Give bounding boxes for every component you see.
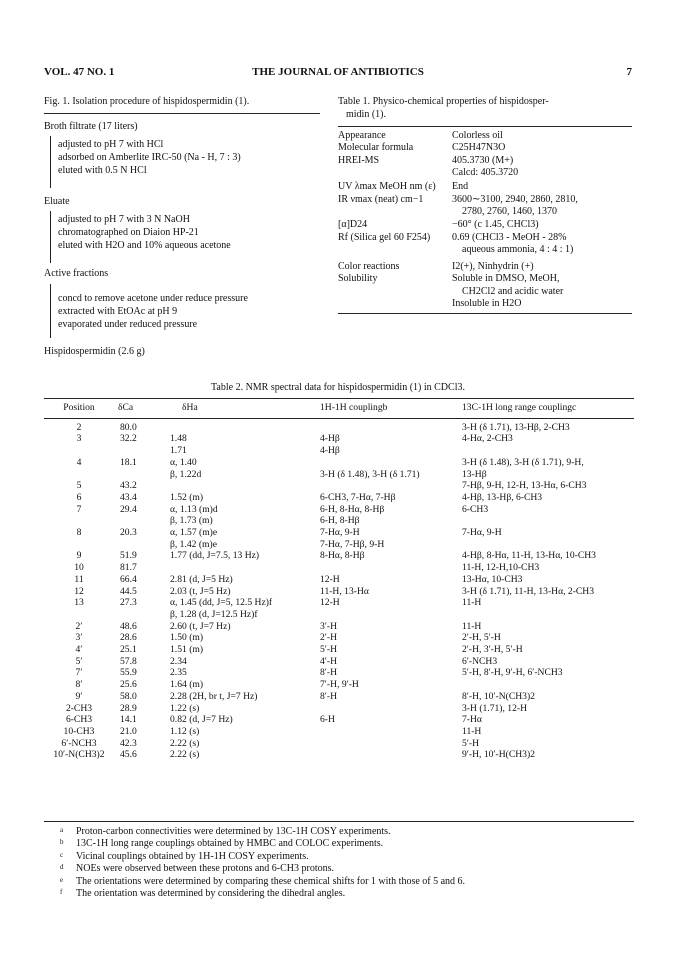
- cell-ch: 13-Hα, 10-CH3: [462, 573, 523, 585]
- cell-hh: 4-Hβ: [320, 433, 340, 445]
- footnote-text: The orientations were determined by comparing these chemical shifts for 1 with those of 5 and 6.: [76, 875, 466, 887]
- flow-step: adjusted to pH 7 with HCl: [58, 139, 164, 150]
- cell-position: [44, 539, 114, 551]
- cell-ch: 11-H: [462, 597, 482, 609]
- footnote-mark: e: [60, 875, 64, 884]
- cell-dc: 25.1: [120, 644, 137, 656]
- cell-hh: [290, 738, 450, 750]
- cell-position: 12: [74, 585, 84, 597]
- cell-ch: 3-H (δ 1.71), 13-Hβ, 2-CH3: [462, 421, 570, 433]
- cell-hh: 7′-H, 9′-H: [320, 679, 359, 691]
- cell-hh: 6-CH3, 7-Hα, 7-Hβ: [320, 491, 396, 503]
- cell-ch: 9′-H, 10′-H(CH3)2: [462, 749, 535, 761]
- cell-dc: 29.4: [120, 503, 137, 515]
- table2-row: [44, 586, 634, 598]
- cell-position: 6: [76, 491, 82, 503]
- cell-dc: 14.1: [120, 714, 137, 726]
- flow-bar: [50, 211, 51, 263]
- cell-dc: 51.9: [120, 550, 137, 562]
- cell-ch: [450, 445, 634, 457]
- table2-row: [44, 691, 634, 703]
- cell-hh: 12-H: [320, 597, 340, 609]
- cell-dc: 32.2: [120, 433, 137, 445]
- table2-top-rule: [44, 398, 634, 399]
- cell-dh: β, 1.28 (d, J=12.5 Hz)f: [170, 608, 258, 620]
- page-number: 7: [626, 66, 632, 78]
- cell-ch: 2′-H, 5′-H: [462, 632, 501, 644]
- table2-row: [44, 703, 634, 715]
- cell-position: [44, 469, 114, 481]
- footnote: [60, 888, 630, 900]
- cell-position: 4′: [75, 644, 83, 656]
- flow-step: adsorbed on Amberlite IRC-50 (Na - H, 7 : 3): [58, 152, 241, 163]
- col-header-hh: 1H-1H couplingb: [320, 402, 388, 413]
- cell-position: 8: [76, 527, 82, 539]
- cell-ch: 4-Hα, 2-CH3: [462, 433, 513, 445]
- table2-row: [44, 433, 634, 445]
- cell-ch: [450, 609, 634, 621]
- cell-dc: 58.0: [120, 690, 137, 702]
- flow-step: chromatographed on Diaion HP-21: [58, 227, 199, 238]
- flow-step: concd to remove acetone under reduce pressure: [58, 293, 248, 304]
- cell-dc: [114, 609, 162, 621]
- cell-dh: [162, 562, 290, 574]
- flow-step: evaporated under reduced pressure: [58, 319, 198, 330]
- table2-row: [44, 632, 634, 644]
- cell-dh: 1.12 (s): [170, 725, 200, 737]
- table2-row: [44, 597, 634, 609]
- cell-position: 11: [74, 573, 84, 585]
- cell-dc: 21.0: [120, 725, 137, 737]
- table2-row: [44, 738, 634, 750]
- footnote-mark: c: [60, 850, 64, 859]
- cell-ch: [450, 539, 634, 551]
- cell-position: [44, 515, 114, 527]
- cell-dh: β, 1.42 (m)e: [170, 538, 217, 550]
- cell-dc: 28.6: [120, 632, 137, 644]
- table2-row: [44, 539, 634, 551]
- cell-dh: α, 1.40: [170, 456, 197, 468]
- cell-position: 2′: [75, 620, 83, 632]
- flow-step: eluted with H2O and 10% aqueous acetone: [58, 240, 231, 251]
- flow-bar: [50, 284, 51, 338]
- cell-hh: 6-H: [320, 714, 335, 726]
- table2-row: [44, 492, 634, 504]
- cell-dh: 1.64 (m): [170, 679, 204, 691]
- footnote-mark: a: [60, 826, 64, 834]
- table1-bottom-rule: [338, 313, 632, 314]
- cell-dc: 20.3: [120, 527, 137, 539]
- cell-dh: α, 1.57 (m)e: [170, 527, 218, 539]
- cell-dh: 2.60 (t, J=7 Hz): [170, 620, 231, 632]
- cell-position: 10-CH3: [63, 725, 95, 737]
- cell-ch: [450, 515, 634, 527]
- footnote-text: Vicinal couplings obtained by 1H-1H COSY experiments.: [76, 850, 309, 862]
- cell-hh: [290, 422, 450, 434]
- table2-row: [44, 469, 634, 481]
- cell-dh: 1.51 (m): [170, 644, 204, 656]
- cell-hh: 5′-H: [320, 644, 338, 656]
- table2-caption: Table 2. NMR spectral data for hispidospermidin (1) in CDCl3.: [211, 382, 465, 393]
- cell-dc: 28.9: [120, 702, 137, 714]
- cell-hh: 4′-H: [320, 655, 338, 667]
- table2-footnotes: [60, 826, 630, 900]
- table2-row: [44, 667, 634, 679]
- cell-hh: 6-H, 8-Hβ: [320, 515, 360, 527]
- footnote: [60, 826, 630, 838]
- table2-row: [44, 679, 634, 691]
- cell-dc: 81.7: [120, 562, 137, 574]
- cell-position: 7′: [75, 667, 83, 679]
- cell-position: 10: [74, 562, 84, 574]
- table1: Table 1. Physico-chemical properties of hispidosper- midin (1). Appearance Colorless oil Molecular formula C25H47N3O HREI-MS 405.3730 (M+) Calcd: 405.3720 UV λmax MeOH nm (ε) End IR νmax (neat) cm−1 3600∼3100, 2940, 2860, 2810, 2780, 2760, 1460, 1370 [α]D24 −60° (c 1.45, CHCl3) Rf (Silica gel 60 F254) 0.69 (CHCl3 - MeOH - 28% aqueous ammonia, 4 : 4 : 1) Color reactions I2(+), Ninhydrin (+) Solubility Soluble in DMSO, MeOH, CH2Cl2 and acidic water Insoluble in H2O: [338, 96, 632, 326]
- cell-dc: 57.8: [120, 655, 137, 667]
- cell-ch: 3-H (δ 1.71), 11-H, 13-Hα, 2-CH3: [462, 585, 595, 597]
- flow-bar: [50, 136, 51, 188]
- cell-hh: [290, 703, 450, 715]
- cell-ch: 6-CH3: [462, 503, 489, 515]
- footnote: [60, 838, 630, 850]
- cell-dc: 48.6: [120, 620, 137, 632]
- flow-step: eluted with 0.5 N HCl: [58, 165, 147, 176]
- flow-step: extracted with EtOAc at pH 9: [58, 306, 178, 317]
- cell-ch: 11-H: [462, 620, 482, 632]
- table2-row: [44, 726, 634, 738]
- table2-row: [44, 621, 634, 633]
- cell-dc: [114, 445, 162, 457]
- footnote-text: The orientation was determined by considering the dihedral angles.: [76, 888, 346, 900]
- cell-position: 8′: [75, 679, 83, 691]
- cell-dh: 2.03 (t, J=5 Hz): [170, 585, 231, 597]
- cell-dh: 1.50 (m): [170, 632, 204, 644]
- cell-ch: 7-Hα: [462, 714, 482, 726]
- cell-hh: [290, 726, 450, 738]
- footnote-text: NOEs were observed between these protons and 6-CH3 protons.: [76, 863, 334, 875]
- cell-dc: 18.1: [120, 456, 137, 468]
- table2-row: [44, 457, 634, 469]
- cell-position: 13: [74, 597, 84, 609]
- table2-row: [44, 609, 634, 621]
- cell-ch: 8′-H, 10′-N(CH3)2: [462, 690, 535, 702]
- table2-row: [44, 422, 634, 434]
- cell-position: [44, 445, 114, 457]
- cell-hh: [290, 457, 450, 469]
- table1-caption-line1: Table 1. Physico-chemical properties of hispidosper-: [338, 96, 549, 107]
- cell-hh: 3′-H: [320, 620, 338, 632]
- table2-header-row: [44, 402, 634, 414]
- cell-ch: 3-H (1.71), 12-H: [462, 702, 528, 714]
- cell-dh: [162, 480, 290, 492]
- fig1-eluate: Eluate: [44, 196, 70, 207]
- cell-dc: 66.4: [120, 573, 137, 585]
- cell-ch: 6′-NCH3: [462, 655, 498, 667]
- table2-row: [44, 527, 634, 539]
- cell-hh: [290, 609, 450, 621]
- cell-dc: 80.0: [120, 421, 137, 433]
- table2-body: [44, 422, 634, 761]
- cell-dc: 27.3: [120, 597, 137, 609]
- footnote-text: 13C-1H long range couplings obtained by HMBC and COLOC experiments.: [76, 838, 384, 850]
- cell-position: 3′: [75, 632, 83, 644]
- fig1-isolation-procedure: [44, 96, 324, 356]
- cell-position: 2-CH3: [65, 702, 93, 714]
- cell-dc: 43.2: [120, 480, 137, 492]
- cell-dh: 1.71: [170, 445, 187, 457]
- cell-dh: 1.52 (m): [170, 491, 204, 503]
- cell-dh: α, 1.13 (m)d: [170, 503, 218, 515]
- fig1-active-fractions: Active fractions: [44, 268, 109, 279]
- footnote: [60, 863, 630, 875]
- flow-step: adjusted to pH 7 with 3 N NaOH: [58, 214, 190, 225]
- table2-row: [44, 550, 634, 562]
- cell-ch: 7-Hα, 9-H: [462, 527, 502, 539]
- table2-bottom-rule: [44, 821, 634, 822]
- cell-position: 3: [76, 433, 82, 445]
- table2-row: [44, 574, 634, 586]
- cell-dc: 55.9: [120, 667, 137, 679]
- cell-dh: β, 1.73 (m): [170, 515, 213, 527]
- cell-dh: 2.81 (d, J=5 Hz): [170, 573, 233, 585]
- cell-dh: 2.22 (s): [170, 749, 200, 761]
- cell-dc: [114, 515, 162, 527]
- cell-hh: 8′-H: [320, 667, 338, 679]
- cell-ch: 11-H: [462, 725, 482, 737]
- cell-dh: β, 1.22d: [170, 468, 202, 480]
- cell-dc: 45.6: [120, 749, 137, 761]
- cell-dc: 43.4: [120, 491, 137, 503]
- cell-hh: 2′-H: [320, 632, 338, 644]
- cell-ch: 5′-H, 8′-H, 9′-H, 6′-NCH3: [462, 667, 563, 679]
- cell-hh: 7-Hα, 7-Hβ, 9-H: [320, 538, 385, 550]
- volume-label: VOL. 47 NO. 1: [44, 66, 115, 78]
- footnote-mark: f: [60, 888, 63, 897]
- cell-position: 2: [76, 421, 82, 433]
- cell-ch: 13-Hβ: [462, 468, 487, 480]
- footnote: [60, 851, 630, 863]
- fig1-caption: Fig. 1. Isolation procedure of hispidospermidin (1).: [44, 96, 250, 107]
- cell-hh: 8′-H: [320, 690, 338, 702]
- cell-hh: [290, 480, 450, 492]
- cell-dh: 1.22 (s): [170, 702, 200, 714]
- cell-dh: 2.34: [170, 655, 187, 667]
- table2-grid: [44, 402, 634, 761]
- table2-row: [44, 515, 634, 527]
- cell-position: 6′-NCH3: [61, 737, 97, 749]
- fig1-end: Hispidospermidin (2.6 g): [44, 346, 145, 357]
- cell-position: 10′-N(CH3)2: [53, 749, 105, 761]
- table1-top-rule: [338, 126, 632, 127]
- table2-row: [44, 656, 634, 668]
- table2-row: [44, 504, 634, 516]
- cell-dc: 25.6: [120, 679, 137, 691]
- cell-hh: [290, 749, 450, 761]
- col-header-dh: δHa: [182, 402, 198, 413]
- footnote-mark: b: [60, 838, 64, 847]
- cell-dh: 1.48: [170, 433, 187, 445]
- journal-title: THE JOURNAL OF ANTIBIOTICS: [252, 66, 424, 78]
- cell-ch: 3-H (δ 1.48), 3-H (δ 1.71), 9-H,: [462, 456, 584, 468]
- table1-caption-line2: midin (1).: [346, 109, 386, 120]
- cell-dh: [162, 422, 290, 434]
- col-header-ch: 13C-1H long range couplingc: [462, 402, 577, 413]
- table2-row: [44, 749, 634, 761]
- cell-hh: 4-Hβ: [320, 445, 340, 457]
- footnote: [60, 876, 630, 888]
- table2-row: [44, 714, 634, 726]
- cell-ch: 4-Hβ, 8-Hα, 11-H, 13-Hα, 10-CH3: [462, 550, 596, 562]
- cell-dc: [114, 469, 162, 481]
- col-header-dc: δCa: [118, 402, 134, 413]
- table2-row: [44, 480, 634, 492]
- cell-hh: 3-H (δ 1.48), 3-H (δ 1.71): [320, 468, 420, 480]
- cell-dh: 0.82 (d, J=7 Hz): [170, 714, 233, 726]
- cell-ch: 2′-H, 3′-H, 5′-H: [462, 644, 523, 656]
- table2-row: [44, 445, 634, 457]
- cell-position: [44, 609, 114, 621]
- cell-dc: 42.3: [120, 737, 137, 749]
- cell-dh: 2.28 (2H, br t, J=7 Hz): [170, 690, 258, 702]
- col-header-position: Position: [63, 402, 95, 413]
- cell-position: 9′: [75, 690, 83, 702]
- cell-ch: [450, 679, 634, 691]
- cell-dh: α, 1.45 (dd, J=5, 12.5 Hz)f: [170, 597, 273, 609]
- cell-dh: 2.22 (s): [170, 737, 200, 749]
- cell-dh: 1.77 (dd, J=7.5, 13 Hz): [170, 550, 260, 562]
- footnote-mark: d: [60, 863, 64, 872]
- cell-dc: 44.5: [120, 585, 137, 597]
- cell-hh: [290, 562, 450, 574]
- cell-hh: 8-Hα, 8-Hβ: [320, 550, 365, 562]
- cell-position: 4: [76, 456, 82, 468]
- cell-hh: 7-Hα, 9-H: [320, 527, 360, 539]
- cell-hh: 6-H, 8-Hα, 8-Hβ: [320, 503, 385, 515]
- cell-hh: 12-H: [320, 573, 340, 585]
- fig1-rule: [44, 113, 320, 114]
- cell-hh: 11-H, 13-Hα: [320, 585, 369, 597]
- cell-position: 7: [76, 503, 82, 515]
- cell-position: 6-CH3: [65, 714, 93, 726]
- cell-dc: [114, 539, 162, 551]
- cell-ch: 4-Hβ, 13-Hβ, 6-CH3: [462, 491, 543, 503]
- cell-ch: 11-H, 12-H,10-CH3: [462, 562, 540, 574]
- table2-row: [44, 562, 634, 574]
- cell-position: 5′: [75, 655, 83, 667]
- cell-position: 9: [76, 550, 82, 562]
- cell-ch: 7-Hβ, 9-H, 12-H, 13-Hα, 6-CH3: [462, 480, 587, 492]
- cell-ch: 5′-H: [462, 737, 480, 749]
- footnote-text: Proton-carbon connectivities were determined by 13C-1H COSY experiments.: [76, 826, 391, 837]
- fig1-start: Broth filtrate (17 liters): [44, 121, 138, 132]
- cell-position: 5: [76, 480, 82, 492]
- table2-row: [44, 644, 634, 656]
- cell-dh: 2.35: [170, 667, 187, 679]
